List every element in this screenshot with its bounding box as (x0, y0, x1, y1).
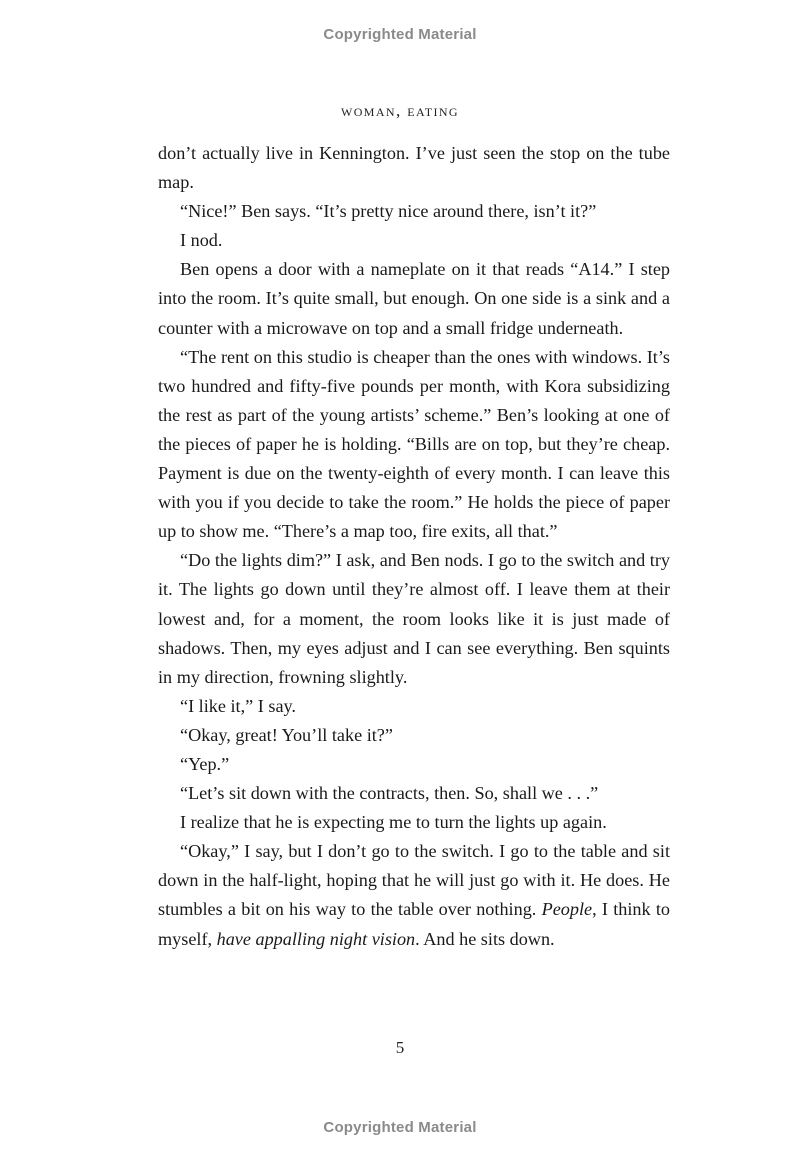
paragraph-text: . And he sits down. (415, 928, 555, 949)
paragraph-text: “Okay,” I say, but I don’t go to the switch. I go to the table and sit down in the half-light, hoping that he will just go with it. He does. He stumbles a bit on his way to the table over nothing. (158, 841, 670, 920)
paragraph: “I like it,” I say. (180, 695, 296, 716)
paragraph: don’t actually live in Kennington. I’ve just seen the stop on the tube map. (158, 143, 670, 193)
italic-text: have appalling night vision (216, 928, 416, 949)
paragraph: “The rent on this studio is cheaper than the ones with windows. It’s two hundred and fifty-five pounds per month, with Kora subsidizing the rest as part of the young artists’ scheme.” Ben’s looking at one of the pieces of paper he is holding. “Bills are on top, but they’re cheap. Payment is due on the twenty-eighth of every month. I can leave this with you if you decide to take the room.” He holds the piece of paper up to show me. “There’s a map too, fire exits, all that.” (158, 346, 670, 542)
running-head: woman, eating (340, 101, 460, 120)
paragraph: I nod. (180, 230, 223, 251)
paragraph: “Yep.” (180, 753, 230, 774)
paragraph: “Do the lights dim?” I ask, and Ben nods. I go to the switch and try it. The lights go down until they’re almost off. I leave them at their lowest and, for a moment, the room looks like it is just made of shadows. Then, my eyes adjust and I can see everything. Ben squints in my direction, frowning slightly. (158, 550, 670, 687)
body-text (158, 139, 670, 954)
paragraph-text: , I think to myself, (158, 899, 670, 949)
paragraph: I realize that he is expecting me to turn the lights up again. (180, 812, 607, 833)
copyright-watermark-top: Copyrighted Material (323, 26, 477, 43)
italic-text: People (541, 899, 593, 920)
paragraph-last (158, 837, 670, 953)
paragraph: Ben opens a door with a nameplate on it that reads “A14.” I step into the room. It’s quite small, but enough. On one side is a sink and a counter with a microwave on top and a small fridge underneath. (158, 259, 670, 338)
paragraph: “Nice!” Ben says. “It’s pretty nice around there, isn’t it?” (180, 201, 597, 222)
page-number: 5 (395, 1038, 405, 1057)
paragraph: “Let’s sit down with the contracts, then. So, shall we . . .” (180, 783, 599, 804)
copyright-watermark-bottom: Copyrighted Material (323, 1119, 477, 1136)
paragraph: “Okay, great! You’ll take it?” (180, 724, 393, 745)
